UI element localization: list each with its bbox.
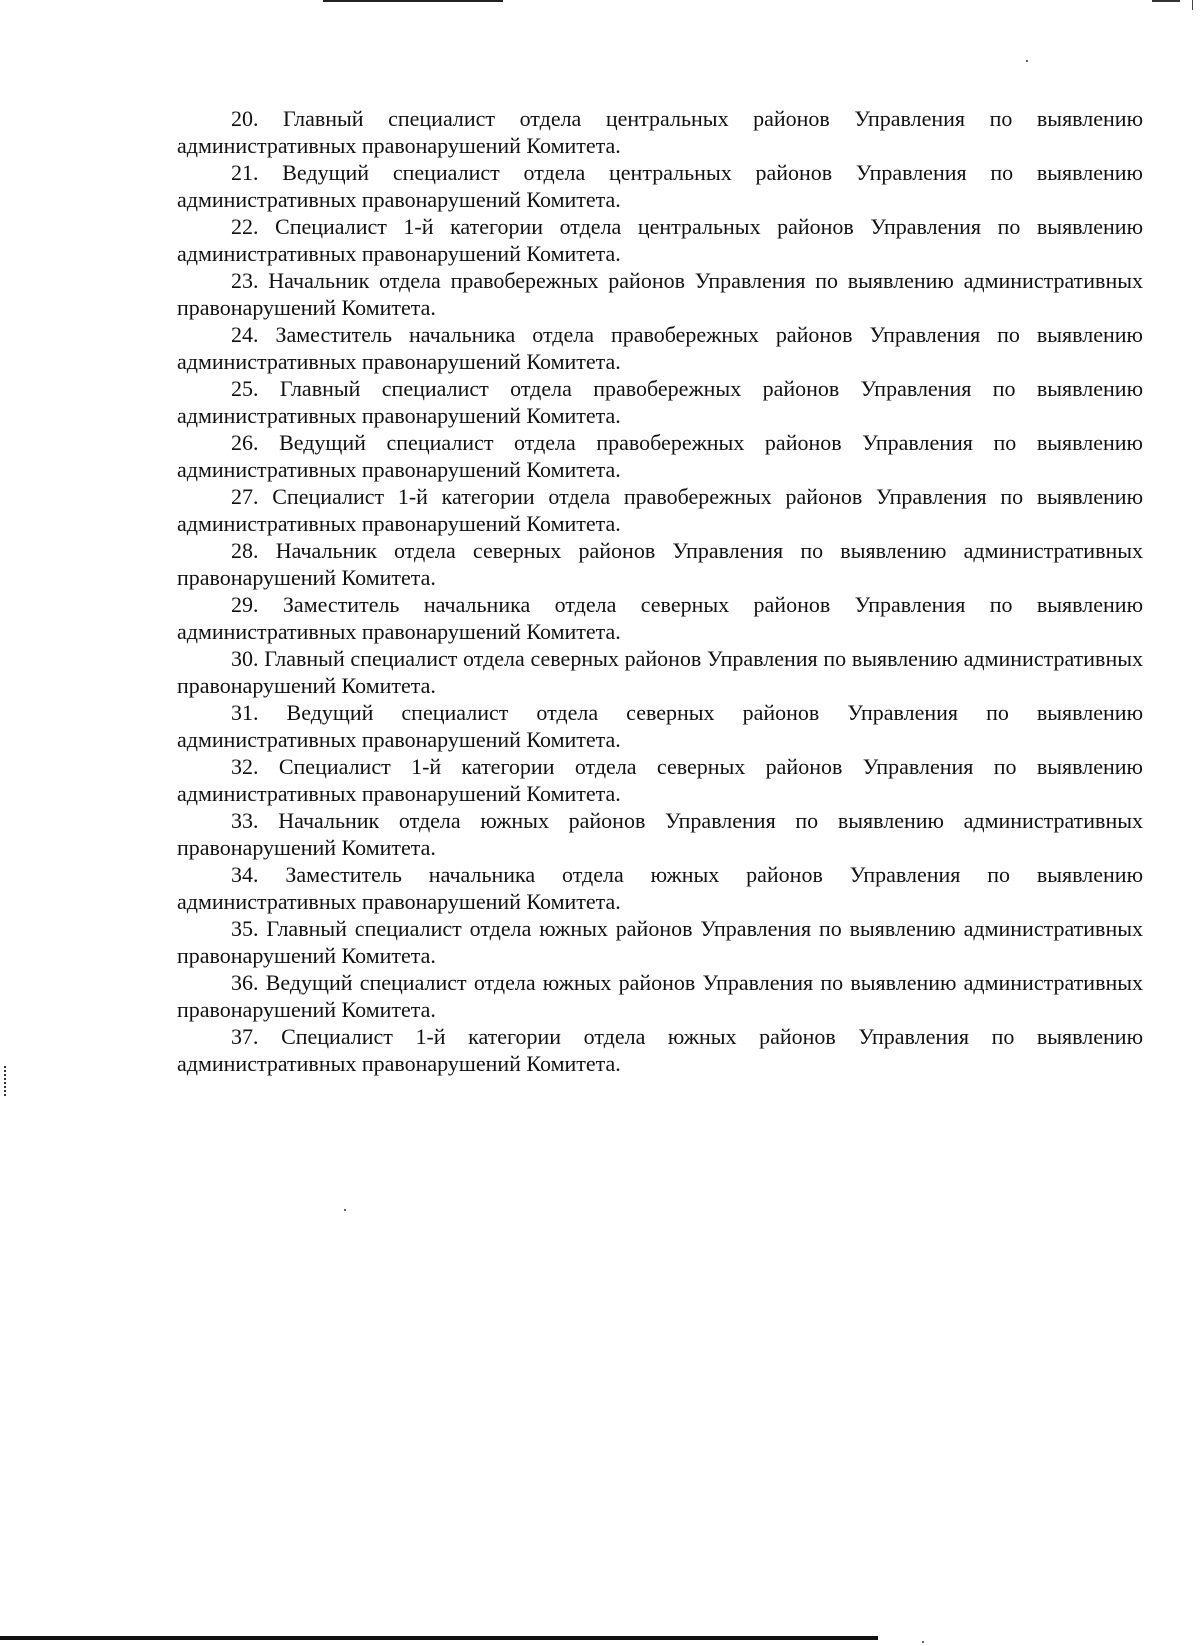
item-text: Заместитель начальника отдела правобережных районов Управления по выявлению административных правонарушений Комитета. (177, 322, 1143, 374)
scan-artifact-bottom-line (0, 1636, 878, 1640)
list-item (177, 1023, 1143, 1077)
list-item (177, 537, 1143, 591)
list-item (177, 915, 1143, 969)
item-number: 32. (231, 754, 259, 779)
item-number: 35. (231, 916, 259, 941)
item-text: Специалист 1-й категории отдела южных районов Управления по выявлению административных правонарушений Комитета. (177, 1024, 1144, 1076)
item-number: 23. (231, 268, 259, 293)
list-item (177, 105, 1143, 159)
item-text: Главный специалист отдела южных районов Управления по выявлению административных правонарушений Комитета. (177, 916, 1143, 968)
item-number: 24. (231, 322, 259, 347)
numbered-list (177, 105, 1143, 1077)
item-number: 31. (231, 700, 259, 725)
item-number: 25. (231, 376, 259, 401)
list-item (177, 213, 1143, 267)
list-item (177, 159, 1143, 213)
scan-artifact-top-right-line (1152, 0, 1180, 2)
item-number: 22. (231, 214, 259, 239)
list-item (177, 645, 1143, 699)
list-item (177, 591, 1143, 645)
scan-artifact-right-edge (1192, 0, 1193, 10)
item-text: Специалист 1-й категории отдела северных районов Управления по выявлению административных правонарушений Комитета. (177, 754, 1143, 806)
item-number: 36. (231, 970, 259, 995)
item-text: Ведущий специалист отдела центральных районов Управления по выявлению административных правонарушений Комитета. (177, 160, 1143, 212)
list-item (177, 375, 1143, 429)
list-item (177, 969, 1143, 1023)
scan-artifact-top-line (323, 0, 503, 2)
item-number: 29. (231, 592, 259, 617)
scan-speck (344, 1209, 346, 1211)
scan-speck (1026, 60, 1028, 62)
list-item (177, 429, 1143, 483)
scan-speck (922, 1641, 924, 1643)
item-number: 30. (231, 646, 259, 671)
item-text: Заместитель начальника отдела северных районов Управления по выявлению административных правонарушений Комитета. (177, 592, 1143, 644)
item-text: Главный специалист отдела правобережных районов Управления по выявлению административных правонарушений Комитета. (177, 376, 1144, 428)
item-number: 20. (231, 106, 259, 131)
item-text: Начальник отдела северных районов Управления по выявлению административных правонарушений Комитета. (177, 538, 1144, 590)
item-number: 26. (231, 430, 259, 455)
item-text: Заместитель начальника отдела южных районов Управления по выявлению административных правонарушений Комитета. (177, 862, 1144, 914)
list-item (177, 753, 1143, 807)
item-text: Начальник отдела правобережных районов Управления по выявлению административных правонарушений Комитета. (177, 268, 1143, 320)
item-text: Ведущий специалист отдела северных районов Управления по выявлению административных правонарушений Комитета. (177, 700, 1143, 752)
item-text: Специалист 1-й категории отдела центральных районов Управления по выявлению административных правонарушений Комитета. (177, 214, 1144, 266)
item-text: Главный специалист отдела северных районов Управления по выявлению административных правонарушений Комитета. (177, 646, 1144, 698)
item-text: Ведущий специалист отдела южных районов Управления по выявлению административных правонарушений Комитета. (177, 970, 1144, 1022)
item-text: Главный специалист отдела центральных районов Управления по выявлению административных правонарушений Комитета. (177, 106, 1144, 158)
list-item (177, 483, 1143, 537)
item-text: Ведущий специалист отдела правобережных районов Управления по выявлению административных правонарушений Комитета. (177, 430, 1143, 482)
list-item (177, 267, 1143, 321)
scan-artifact-left-dots (4, 1066, 8, 1096)
list-item (177, 321, 1143, 375)
item-number: 33. (231, 808, 259, 833)
item-number: 27. (231, 484, 259, 509)
list-item (177, 699, 1143, 753)
item-number: 21. (231, 160, 259, 185)
item-number: 34. (231, 862, 259, 887)
list-item (177, 861, 1143, 915)
item-text: Специалист 1-й категории отдела правобережных районов Управления по выявлению административных правонарушений Комитета. (177, 484, 1144, 536)
item-number: 28. (231, 538, 259, 563)
list-item (177, 807, 1143, 861)
item-text: Начальник отдела южных районов Управления по выявлению административных правонарушений Комитета. (177, 808, 1143, 860)
item-number: 37. (231, 1024, 259, 1049)
